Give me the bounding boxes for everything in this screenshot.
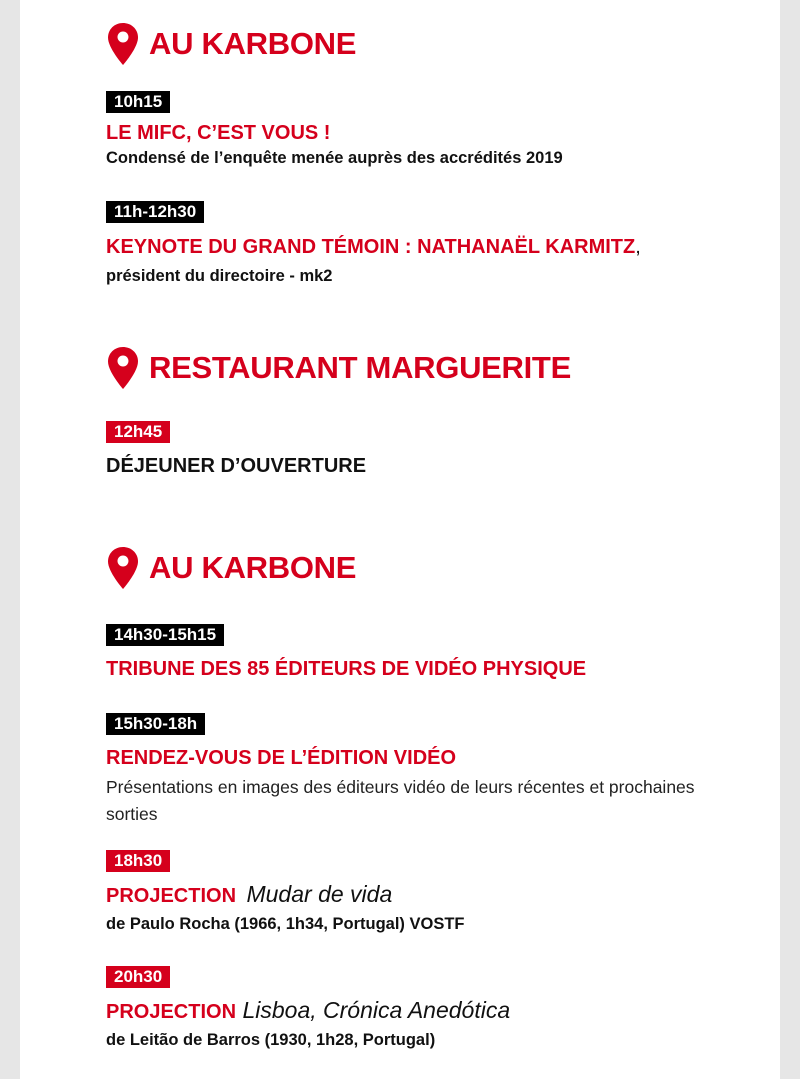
event-title-row bbox=[106, 236, 641, 259]
time-badge: 10h15 bbox=[106, 91, 170, 113]
event-subtitle: de Paulo Rocha (1966, 1h34, Portugal) VOSTF bbox=[106, 915, 465, 933]
venue-heading bbox=[106, 346, 571, 390]
venue-title: AU KARBONE bbox=[149, 550, 357, 585]
time-badge: 18h30 bbox=[106, 850, 170, 872]
venue-title: RESTAURANT MARGUERITE bbox=[149, 350, 571, 385]
film-title: Lisboa, Crónica Anedótica bbox=[242, 997, 511, 1023]
location-pin-icon bbox=[106, 346, 140, 390]
event-label: PROJECTION bbox=[106, 1001, 237, 1023]
event-description: Présentations en images des éditeurs vidéo de leurs récentes et prochaines sorties bbox=[106, 777, 695, 824]
event-title-row bbox=[106, 997, 510, 1024]
event-title-suffix: , bbox=[635, 236, 641, 258]
event-title: TRIBUNE DES 85 ÉDITEURS DE VIDÉO PHYSIQUE bbox=[106, 658, 587, 680]
event-title: RENDEZ-VOUS DE L’ÉDITION VIDÉO bbox=[106, 747, 457, 769]
event-title: DÉJEUNER D’OUVERTURE bbox=[106, 455, 367, 477]
time-badge: 11h-12h30 bbox=[106, 201, 204, 223]
program-page bbox=[20, 0, 780, 1079]
time-badge: 12h45 bbox=[106, 421, 170, 443]
venue-heading bbox=[106, 22, 356, 66]
venue-heading bbox=[106, 546, 356, 590]
event-subtitle: Condensé de l’enquête menée auprès des accrédités 2019 bbox=[106, 149, 563, 167]
event-title: KEYNOTE DU GRAND TÉMOIN : NATHANAËL KARMITZ bbox=[106, 236, 636, 258]
time-badge: 20h30 bbox=[106, 966, 170, 988]
event-subtitle: de Leitão de Barros (1930, 1h28, Portugal) bbox=[106, 1031, 436, 1049]
location-pin-icon bbox=[106, 546, 140, 590]
time-badge: 14h30-15h15 bbox=[106, 624, 224, 646]
event-title-row bbox=[106, 881, 392, 908]
venue-title: AU KARBONE bbox=[149, 26, 357, 61]
event-label: PROJECTION bbox=[106, 885, 237, 907]
event-title: LE MIFC, C’EST VOUS ! bbox=[106, 122, 331, 144]
event-subtitle: président du directoire - mk2 bbox=[106, 267, 333, 285]
time-badge: 15h30-18h bbox=[106, 713, 205, 735]
film-title: Mudar de vida bbox=[246, 881, 393, 907]
location-pin-icon bbox=[106, 22, 140, 66]
